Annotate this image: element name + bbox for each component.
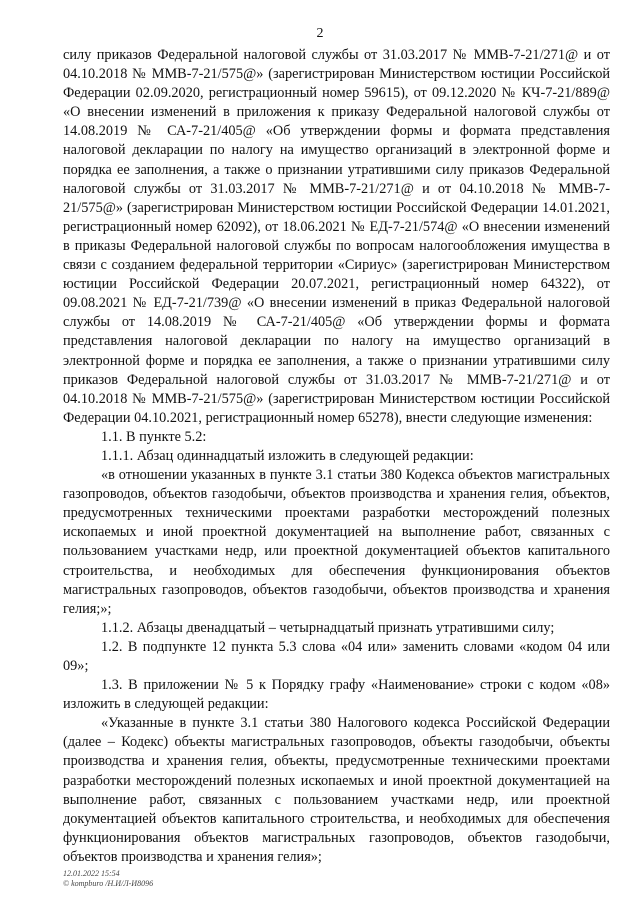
paragraph-item-1-1: 1.1. В пункте 5.2:: [101, 428, 207, 445]
footer-reference: © kompburo /Н.И/Л-И8096: [63, 879, 154, 888]
paragraph-item-1-2: 1.2. В подпункте 12 пункта 5.3 слова «04 или» заменить словами «кодом 04 или 09»;: [63, 638, 610, 674]
paragraph-intro: силу приказов Федеральной налоговой службы от 31.03.2017 № ММВ-7-21/271@ и от 04.10.2018 № ММВ-7-21/575@» (зарегистрирован Министерством юстиции Российской Федерации 02.09.2020, регистрационный номер 59615), от 09.12.2020 № КЧ-7-21/889@ «О внесении изменений в приложения к приказу Федеральной налоговой службы от 14.08.2019 № СА-7-21/405@ «Об утверждении формы и формата представления налоговой декларации по налогу на имущество организаций в электронной форме и порядка ее заполнения, а также о признании утратившими силу приказов Федеральной налоговой службы от 31.03.2017 № ММВ-7-21/271@ и от 04.10.2018 № ММВ-7-21/575@» (зарегистрирован Министерством юстиции Российской Федерации 14.01.2021, регистрационный номер 62092), от 18.06.2021 № ЕД-7-21/574@ «О внесении изменений в приказы Федеральной налоговой службы по вопросам налогообложения имущества в связи с созданием федеральной территории «Сириус» (зарегистрирован Министерством юстиции Российской Федерации 20.07.2021, регистрационный номер 64322), от 09.08.2021 № ЕД-7-21/739@ «О внесении изменений в приказ Федеральной налоговой службы от 14.08.2019 № СА-7-21/405@ «Об утверждении формы и формата представления налоговой декларации по налогу на имущество организаций в электронной форме и порядка ее заполнения, а также о признании утратившими силу приказов Федеральной налоговой службы от 31.03.2017 № ММВ-7-21/271@ и от 04.10.2018 № ММВ-7-21/575@» (зарегистрирован Министерством юстиции Российской Федерации 04.10.2021, регистрационный номер 65278), внести следующие изменения:: [63, 47, 610, 426]
paragraph-quote-2: «Указанные в пункте 3.1 статьи 380 Налогового кодекса Российской Федерации (далее – Кодекс) объекты магистральных газопроводов, объекты газодобычи, объекты производства и хранения гелия, объекты, предусмотренные техническими проектами разработки месторождений полезных ископаемых и иной проектной документацией на выполнение работ, связанных с пользованием участками недр, или проектной документацией объектов капитального строительства, и необходимых для обеспечения функционирования объектов магистральных газопроводов, объектов газодобычи, объектов производства и хранения гелия»;: [63, 715, 610, 865]
paragraph-quote-1: «в отношении указанных в пункте 3.1 статьи 380 Кодекса объектов магистральных газопроводов, объектов газодобычи, объектов производства и хранения гелия, объектов, предусмотренных техническими проектами разработки месторождений полезных ископаемых и иной проектной документацией на выполнение работ, связанных с пользованием участками недр, или проектной документацией объектов капитального строительства, и необходимых для обеспечения функционирования объектов магистральных газопроводов, объектов газодобычи, объектов производства и хранения гелия;»;: [63, 467, 610, 617]
document-body: [63, 46, 610, 867]
paragraph-item-1-1-1: 1.1.1. Абзац одиннадцатый изложить в следующей редакции:: [101, 447, 474, 464]
page-number: 2: [316, 26, 324, 41]
footer-stamp: [63, 869, 153, 889]
footer-timestamp: 12.01.2022 15:54: [63, 869, 120, 878]
paragraph-item-1-3: 1.3. В приложении № 5 к Порядку графу «Наименование» строки с кодом «08» изложить в следующей редакции:: [63, 677, 610, 713]
paragraph-item-1-1-2: 1.1.2. Абзацы двенадцатый – четырнадцатый признать утратившими силу;: [101, 619, 555, 636]
